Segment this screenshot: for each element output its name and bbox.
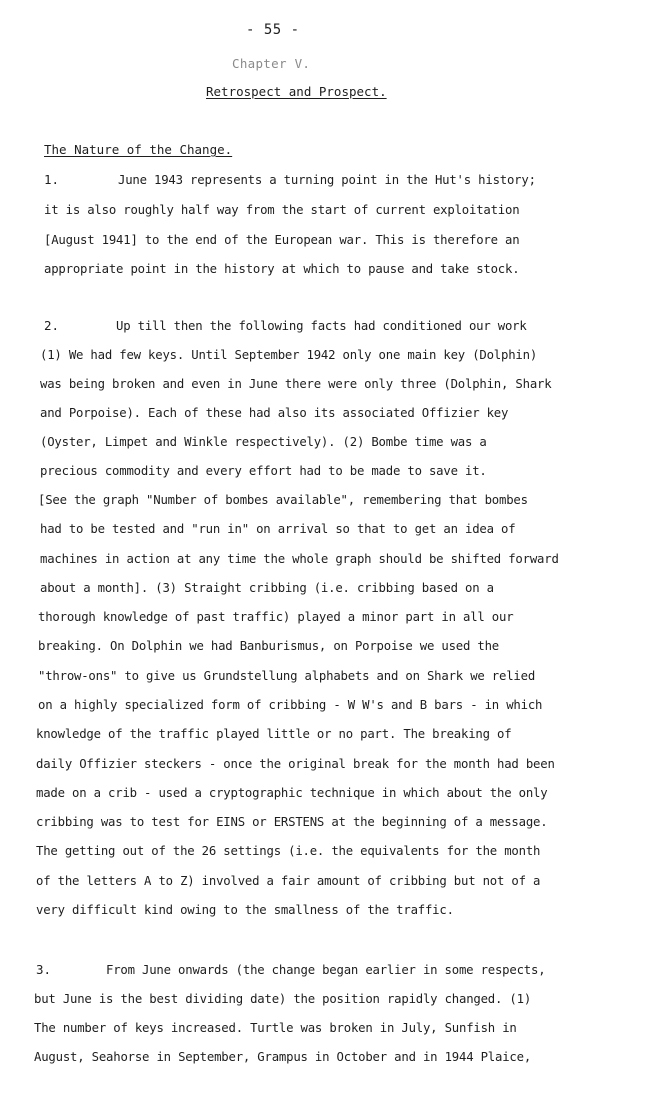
text-line: The getting out of the 26 settings (i.e. the equivalents for the month: [36, 844, 541, 858]
section-heading: The Nature of the Change.: [44, 142, 233, 157]
text-line: had to be tested and "run in" on arrival so that to get an idea of: [40, 522, 516, 536]
text-line: but June is the best dividing date) the position rapidly changed. (1): [34, 992, 532, 1006]
text-line: August, Seahorse in September, Grampus in October and in 1944 Plaice,: [34, 1050, 532, 1064]
text-line: made on a crib - used a cryptographic technique in which about the only: [36, 786, 548, 800]
text-line: on a highly specialized form of cribbing - W W's and B bars - in which: [38, 698, 543, 712]
text-line: it is also roughly half way from the start of current exploitation: [44, 203, 520, 217]
text-line: Up till then the following facts had conditioned our work: [116, 319, 527, 333]
text-line: cribbing was to test for EINS or ERSTENS at the beginning of a message.: [36, 815, 548, 829]
text-line: The number of keys increased. Turtle was broken in July, Sunfish in: [34, 1021, 517, 1035]
text-line: knowledge of the traffic played little or no part. The breaking of: [36, 727, 512, 741]
page-number: - 55 -: [246, 22, 300, 38]
text-line: appropriate point in the history at which to pause and take stock.: [44, 262, 520, 276]
text-line: From June onwards (the change began earlier in some respects,: [106, 963, 546, 977]
text-line: machines in action at any time the whole graph should be shifted forward: [40, 552, 559, 566]
text-line: about a month]. (3) Straight cribbing (i.e. cribbing based on a: [40, 581, 494, 595]
text-line: breaking. On Dolphin we had Banburismus, on Porpoise we used the: [38, 639, 500, 653]
text-line: was being broken and even in June there were only three (Dolphin, Shark: [40, 377, 552, 391]
text-line: (Oyster, Limpet and Winkle respectively). (2) Bombe time was a: [40, 435, 487, 449]
chapter-heading: Chapter V.: [232, 56, 311, 71]
document-title: Retrospect and Prospect.: [206, 84, 387, 99]
text-line: (1) We had few keys. Until September 1942 only one main key (Dolphin): [40, 348, 538, 362]
text-line: very difficult kind owing to the smallness of the traffic.: [36, 903, 454, 917]
paragraph-number: 2.: [44, 318, 60, 333]
text-line: precious commodity and every effort had to be made to save it.: [40, 464, 487, 478]
text-line: and Porpoise). Each of these had also its associated Offizier key: [40, 406, 509, 420]
paragraph-number: 1.: [44, 172, 60, 187]
text-line: of the letters A to Z) involved a fair amount of cribbing but not of a: [36, 874, 541, 888]
paragraph-number: 3.: [36, 962, 52, 977]
text-line: daily Offizier steckers - once the original break for the month had been: [36, 757, 555, 771]
text-line: "throw-ons" to give us Grundstellung alphabets and on Shark we relied: [38, 669, 536, 683]
text-line: [August 1941] to the end of the European war. This is therefore an: [44, 233, 520, 247]
text-line: [See the graph "Number of bombes available", remembering that bombes: [38, 493, 528, 507]
text-line: thorough knowledge of past traffic) played a minor part in all our: [38, 610, 514, 624]
text-line: June 1943 represents a turning point in the Hut's history;: [118, 173, 536, 187]
